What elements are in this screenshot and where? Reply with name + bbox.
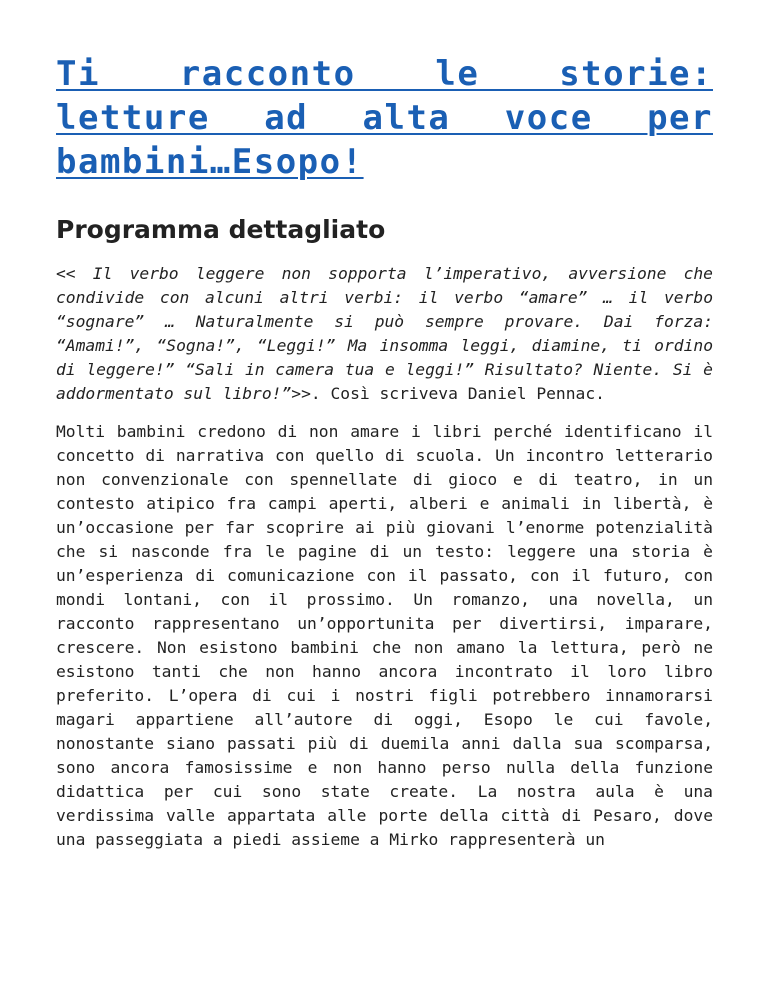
article-title (56, 52, 713, 184)
section-heading: Programma dettagliato (56, 215, 386, 244)
quote-attribution: >>. Così scriveva Daniel Pennac. (291, 384, 605, 403)
quote-text: Il verbo leggere non sopporta l’imperativo, avversione che condivide con alcuni altri verbi: il verbo “amare” … il verbo “sognare” … Naturalmente si può sempre provare. Dai forza: “Amami!”, “Sogna!”, “Leggi!” Ma insomma leggi, diamine, ti ordino di leggere!” “Sali in camera tua e leggi!” Risultato? Niente. Si è addormentato sul libro!” (56, 264, 713, 403)
body-paragraph: Molti bambini credono di non amare i libri perché identificano il concetto di narrativa con quello di scuola. Un incontro letterario non convenzionale con spennellate di gioco e di teatro, in un contesto atipico fra campi aperti, alberi e animali in libertà, è un’occasione per far scoprire ai più giovani l’enorme potenzialità che si nasconde fra le pagine di un testo: leggere una storia è un’esperienza di comunicazione con il passato, con il futuro, con mondi lontani, con il prossimo. Un romanzo, una novella, un racconto rappresentano un’opportunita per divertirsi, imparare, crescere. Non esistono bambini che non amano la lettura, però ne esistono tanti che non hanno ancora incontrato il loro libro preferito. L’opera di cui i nostri figli potrebbero innamorarsi magari appartiene all’autore di oggi, Esopo le cui favole, nonostante siano passati più di duemila anni dalla sua scomparsa, sono ancora famosissime e non hanno perso nulla della funzione didattica per cui sono state create. La nostra aula è una verdissima valle appartata alle porte della città di Pesaro, dove una passeggiata a piedi assieme a Mirko rappresenterà un (56, 422, 713, 849)
quote-paragraph (56, 262, 713, 406)
article-title-link[interactable]: Ti racconto le storie: letture ad alta voce per bambini…Esopo! (56, 54, 713, 182)
document-page (56, 52, 713, 866)
quote-open-mark: << (56, 264, 93, 283)
